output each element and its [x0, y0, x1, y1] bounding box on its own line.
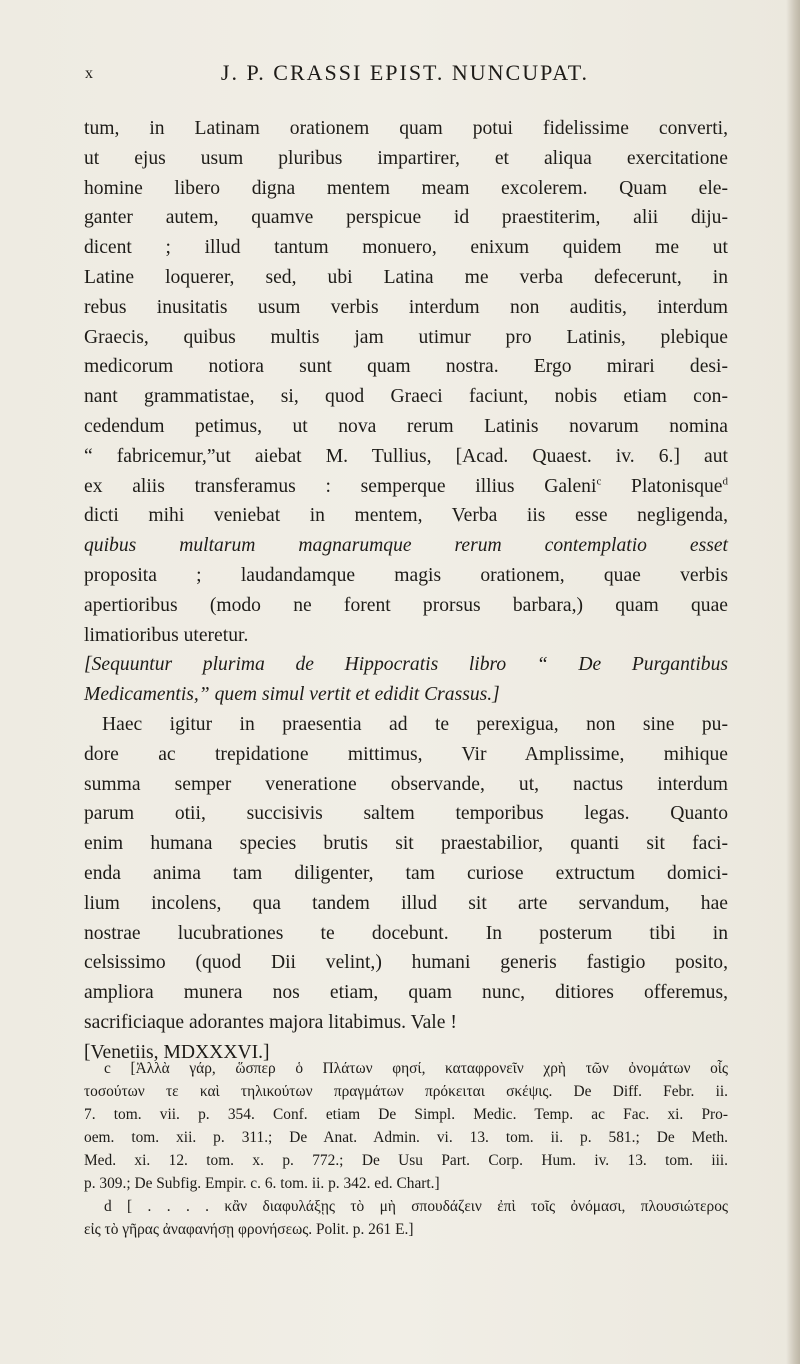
- page-edge-shadow: [786, 0, 800, 1364]
- text-line: Latine loquerer, sed, ubi Latina me verba defecerunt, in: [84, 266, 728, 288]
- text-line: dore ac trepidatione mittimus, Vir Amplissime, mihique: [84, 743, 728, 765]
- text-line: sacrificiaque adorantes majora litabimus. Vale !: [84, 1011, 457, 1033]
- text-line: parum otii, succisivis saltem temporibus legas. Quanto: [84, 803, 728, 825]
- text-line: ut ejus usum pluribus impartirer, et aliqua exercitatione: [84, 147, 728, 169]
- footnote-c-line: oem. tom. xii. p. 311.; De Anat. Admin. vi. 13. tom. ii. p. 581.; De Meth.: [84, 1129, 728, 1146]
- text-line: tum, in Latinam orationem quam potui fidelissime converti,: [84, 118, 728, 139]
- footnote-marker-c[interactable]: c: [596, 475, 602, 488]
- text-line: celsissimo (quod Dii velint,) humani generis fastigio posito,: [84, 952, 728, 974]
- footnote-d-line: εἰς τὸ γῆρας ἀναφανήσῃ φρονήσεως. Polit. p. 261 E.]: [84, 1221, 414, 1238]
- text-line-galen: [84, 472, 728, 502]
- text-line: quibus multarum magnarumque rerum contemplatio esset: [84, 535, 728, 557]
- running-title: J. P. CRASSI EPIST. NUNCUPAT.: [220, 60, 590, 85]
- footnote-c-line: 7. tom. vii. p. 354. Conf. etiam De Simpl. Medic. Temp. ac Fac. xi. Pro-: [84, 1106, 728, 1123]
- editorial-note: Medicamentis,” quem simul vertit et edidit Crassus.]: [84, 684, 500, 706]
- footnote-marker-d[interactable]: d: [722, 475, 728, 488]
- text-line: Graecis, quibus multis jam utimur pro Latinis, plebique: [84, 326, 728, 348]
- footnotes: [84, 1057, 728, 1241]
- text-line: enda anima tam diligenter, tam curiose extructum domici-: [84, 862, 728, 884]
- text-line: enim humana species brutis sit praestabilior, quanti sit faci-: [84, 833, 728, 855]
- page-header: [85, 60, 725, 90]
- page-folio: x: [85, 65, 94, 82]
- text-line: summa semper veneratione observande, ut, nactus interdum: [84, 773, 728, 795]
- text-line-galen-content: ex aliis transferamus : semperque illius Galeni$^c$ Platonisque$^d$: [84, 475, 728, 497]
- text-line: “ fabricemur,”ut aiebat M. Tullius, [Acad. Quaest. iv. 6.] aut: [84, 445, 728, 467]
- text-line: ganter autem, quamve perspicue id praestiterim, alii diju-: [84, 207, 728, 229]
- text-line: dicti mihi veniebat in mentem, Verba iis esse negligenda,: [84, 505, 728, 527]
- footnote-c-line: Med. xi. 12. tom. x. p. 772.; De Usu Part. Corp. Hum. iv. 13. tom. iii.: [84, 1152, 728, 1169]
- text-line: nant grammatistae, si, quod Graeci faciunt, nobis etiam con-: [84, 386, 728, 408]
- footnote-c-line: τοσούτων τε καὶ τηλικούτων πραγμάτων πρόκειται σκέψις. De Diff. Febr. ii.: [84, 1083, 728, 1100]
- editorial-note: [Sequuntur plurima de Hippocratis libro “ De Purgantibus: [84, 654, 728, 676]
- text-line: nostrae lucubrationes te docebunt. In posterum tibi in: [84, 922, 728, 944]
- main-text: [84, 114, 728, 1068]
- text-line: dicent ; illud tantum monuero, enixum quidem me ut: [84, 237, 728, 259]
- footnote-c-line: c [Ἀλλὰ γάρ, ὥσπερ ὁ Πλάτων φησί, καταφρονεῖν χρὴ τῶν ὀνομάτων οἷς: [104, 1060, 728, 1077]
- text-line: homine libero digna mentem meam excolerem. Quam ele-: [84, 177, 728, 199]
- text-line: Haec igitur in praesentia ad te perexigua, non sine pu-: [102, 713, 728, 735]
- text-line: cedendum petimus, ut nova rerum Latinis novarum nomina: [84, 415, 728, 437]
- text-line: proposita ; laudandamque magis orationem, quae verbis: [84, 564, 728, 586]
- place-date-line: [Venetiis, MDXXXVI.]: [84, 1041, 270, 1063]
- text-line: ampliora munera nos etiam, quam nunc, ditiores offeremus,: [84, 982, 728, 1004]
- footnote-d-line: d [ . . . . κἂν διαφυλάξῃς τὸ μὴ σπουδάζειν ἐπὶ τοῖς ὀνόμασι, πλουσιώτερος: [104, 1198, 728, 1215]
- text-line: apertioribus (modo ne forent prorsus barbara,) quam quae: [84, 594, 728, 616]
- text-line: rebus inusitatis usum verbis interdum non auditis, interdum: [84, 296, 728, 318]
- text-line: medicorum notiora sunt quam nostra. Ergo mirari desi-: [84, 356, 728, 378]
- text-line: limatioribus uteretur.: [84, 624, 249, 646]
- footnote-c-line: p. 309.; De Subfig. Empir. c. 6. tom. ii. p. 342. ed. Chart.]: [84, 1175, 440, 1192]
- text-line: lium incolens, qua tandem illud sit arte servandum, hae: [84, 892, 728, 914]
